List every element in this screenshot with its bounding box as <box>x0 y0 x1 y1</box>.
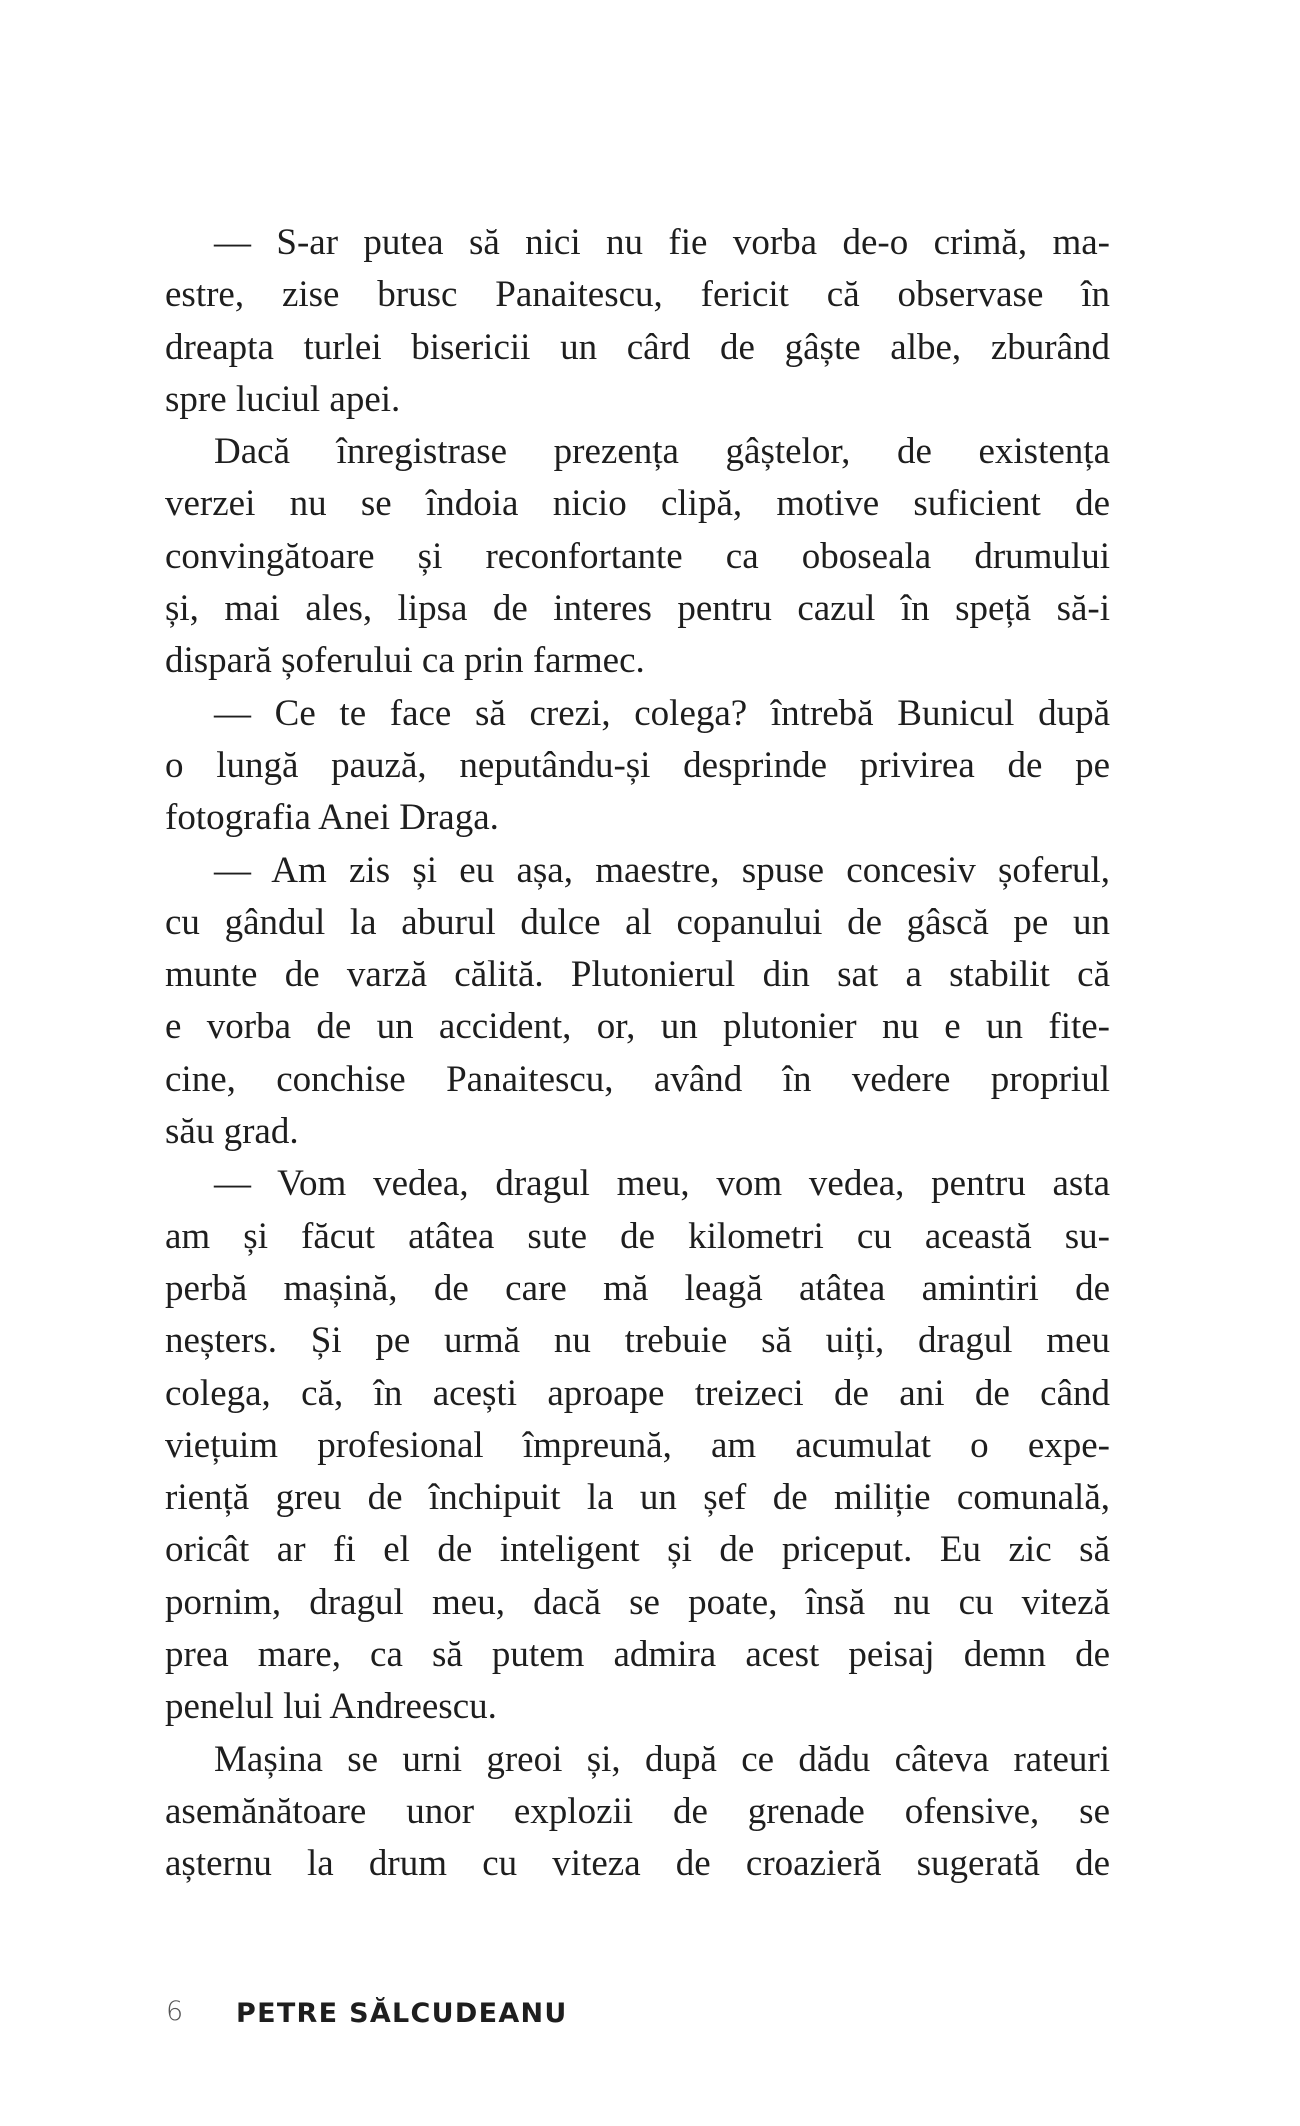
text-line: — Am zis și eu așa, maestre, spuse concesiv șoferul, <box>214 849 1110 891</box>
text-line: Mașina se urni greoi și, după ce dădu câteva rateuri <box>214 1738 1110 1780</box>
text-line: spre luciul apei. <box>165 378 401 420</box>
text-line: prea mare, ca să putem admira acest peisaj demn de <box>165 1634 1110 1676</box>
text-line: asemănătoare unor explozii de grenade ofensive, se <box>165 1790 1110 1832</box>
text-line: și, mai ales, lipsa de interes pentru cazul în speță să-i <box>165 588 1110 630</box>
page-number: 6 <box>166 1996 184 2027</box>
text-line: Dacă înregistrase prezența gâștelor, de existența <box>214 431 1110 473</box>
text-line: o lungă pauză, neputându-și desprinde privirea de pe <box>165 744 1110 786</box>
running-header-author: PETRE SĂLCUDEANU <box>236 1998 568 2029</box>
text-line: riență greu de închipuit la un șef de miliție comunală, <box>165 1477 1110 1519</box>
text-line: fotografia Anei Draga. <box>165 797 499 839</box>
text-line: așternu la drum cu viteza de croazieră sugerată de <box>165 1843 1110 1885</box>
text-line: — S-ar putea să nici nu fie vorba de-o crimă, ma- <box>214 222 1110 263</box>
paragraph <box>165 1158 1110 1733</box>
paragraph <box>165 845 1110 1159</box>
paragraph <box>165 1734 1110 1891</box>
text-line: pornim, dragul meu, dacă se poate, însă nu cu viteză <box>165 1581 1110 1623</box>
text-line: neșters. Și pe urmă nu trebuie să uiți, dragul meu <box>165 1320 1110 1362</box>
page-footer <box>0 1996 1300 2032</box>
text-line: — Ce te face să crezi, colega? întrebă Bunicul după <box>214 692 1110 734</box>
text-line: său grad. <box>165 1111 299 1153</box>
paragraph <box>165 426 1110 687</box>
text-line: cu gândul la aburul dulce al copanului de gâscă pe un <box>165 901 1110 943</box>
text-line: colega, că, în acești aproape treizeci de ani de când <box>165 1372 1110 1414</box>
text-line: verzei nu se îndoia nicio clipă, motive suficient de <box>165 483 1110 525</box>
text-line: convingătoare și reconfortante ca oboseala drumului <box>165 535 1110 577</box>
paragraph <box>165 688 1110 845</box>
text-line: penelul lui Andreescu. <box>165 1686 497 1728</box>
body-text <box>165 217 1110 1891</box>
text-line: viețuim profesional împreună, am acumulat o expe- <box>165 1424 1110 1466</box>
text-line: e vorba de un accident, or, un plutonier nu e un fite- <box>165 1006 1110 1048</box>
text-line: am și făcut atâtea sute de kilometri cu această su- <box>165 1215 1110 1257</box>
text-line: dreapta turlei bisericii un cârd de gâște albe, zburând <box>165 326 1110 368</box>
text-line: munte de varză călită. Plutonierul din sat a stabilit că <box>165 954 1110 996</box>
text-line: — Vom vedea, dragul meu, vom vedea, pentru asta <box>214 1163 1110 1205</box>
text-line: dispară șoferului ca prin farmec. <box>165 640 645 682</box>
text-line: perbă mașină, de care mă leagă atâtea amintiri de <box>165 1267 1110 1309</box>
paragraph <box>165 217 1110 426</box>
text-line: oricât ar fi el de inteligent și de priceput. Eu zic să <box>165 1529 1110 1571</box>
text-line: estre, zise brusc Panaitescu, fericit că observase în <box>165 274 1110 316</box>
text-line: cine, conchise Panaitescu, având în vedere propriul <box>165 1058 1110 1100</box>
